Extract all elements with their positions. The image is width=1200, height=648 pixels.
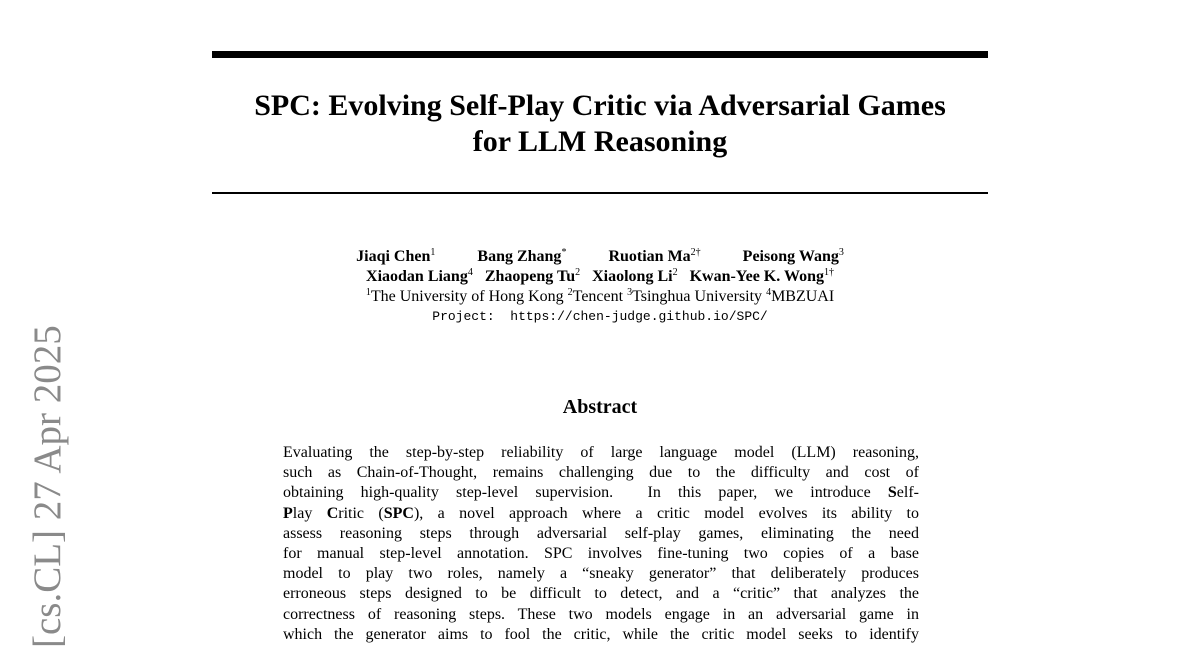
author-name: Xiaolong Li$^2$ bbox=[592, 267, 678, 285]
author-name: Jiaqi Chen$^1$ bbox=[356, 247, 436, 265]
abstract-line: for manual step-level annotation. SPC involves fine-tuning two copies of a base bbox=[283, 545, 919, 563]
title-line-2: for LLM Reasoning bbox=[472, 125, 728, 158]
author-name: Bang Zhang* bbox=[477, 247, 567, 265]
author-name: Zhaopeng Tu$^2$ bbox=[484, 267, 581, 285]
abstract-line: such as Chain-of-Thought, remains challenging due to the difficulty and cost of bbox=[283, 464, 919, 482]
abstract-line: assess reasoning steps through adversarial self-play games, eliminating the need bbox=[283, 524, 919, 542]
affiliations: $^1$The University of Hong Kong $^2$Tencent $^3$Tsinghua University $^4$MBZUAI bbox=[365, 287, 835, 305]
author-block bbox=[212, 247, 988, 327]
abstract-text bbox=[283, 443, 919, 645]
project-link[interactable]: Project: https://chen-judge.github.io/SPC/ bbox=[432, 309, 768, 324]
title-line-1: SPC: Evolving Self-Play Critic via Adversarial Games bbox=[254, 89, 946, 122]
author-row-1 bbox=[212, 247, 988, 267]
author-name: Kwan-Yee K. Wong$^{1\dagger}$ bbox=[689, 267, 834, 285]
arxiv-side-stamp: [cs.CL] 27 Apr 2025 bbox=[26, 325, 69, 648]
abstract-line: Evaluating the step-by-step reliability of large language model (LLM) reasoning, bbox=[283, 444, 919, 461]
abstract-line: correctness of reasoning steps. These two models engage in an adversarial game in bbox=[283, 605, 919, 623]
paper-title bbox=[212, 88, 988, 160]
abstract-line: obtaining high-quality step-level supervision. In this paper, we introduce Self- bbox=[283, 484, 919, 502]
abstract-line: erroneous steps designed to be difficult to detect, and a “critic” that analyzes the bbox=[283, 585, 919, 603]
abstract-line: which the generator aims to fool the critic, while the critic model seeks to identify bbox=[283, 625, 919, 643]
abstract-line: Play Critic (SPC), a novel approach where a critic model evolves its ability to bbox=[283, 504, 920, 522]
title-top-rule bbox=[212, 51, 988, 58]
title-bottom-rule bbox=[212, 192, 988, 194]
author-name: Peisong Wang$^3$ bbox=[742, 247, 844, 265]
abstract-heading: Abstract bbox=[562, 396, 638, 418]
author-name: Xiaodan Liang$^4$ bbox=[366, 267, 473, 285]
abstract-line: model to play two roles, namely a “sneaky generator” that deliberately produces bbox=[283, 565, 919, 583]
author-name: Ruotian $Ma^{2\dagger}$ bbox=[608, 247, 701, 265]
author-row-2 bbox=[212, 267, 988, 287]
